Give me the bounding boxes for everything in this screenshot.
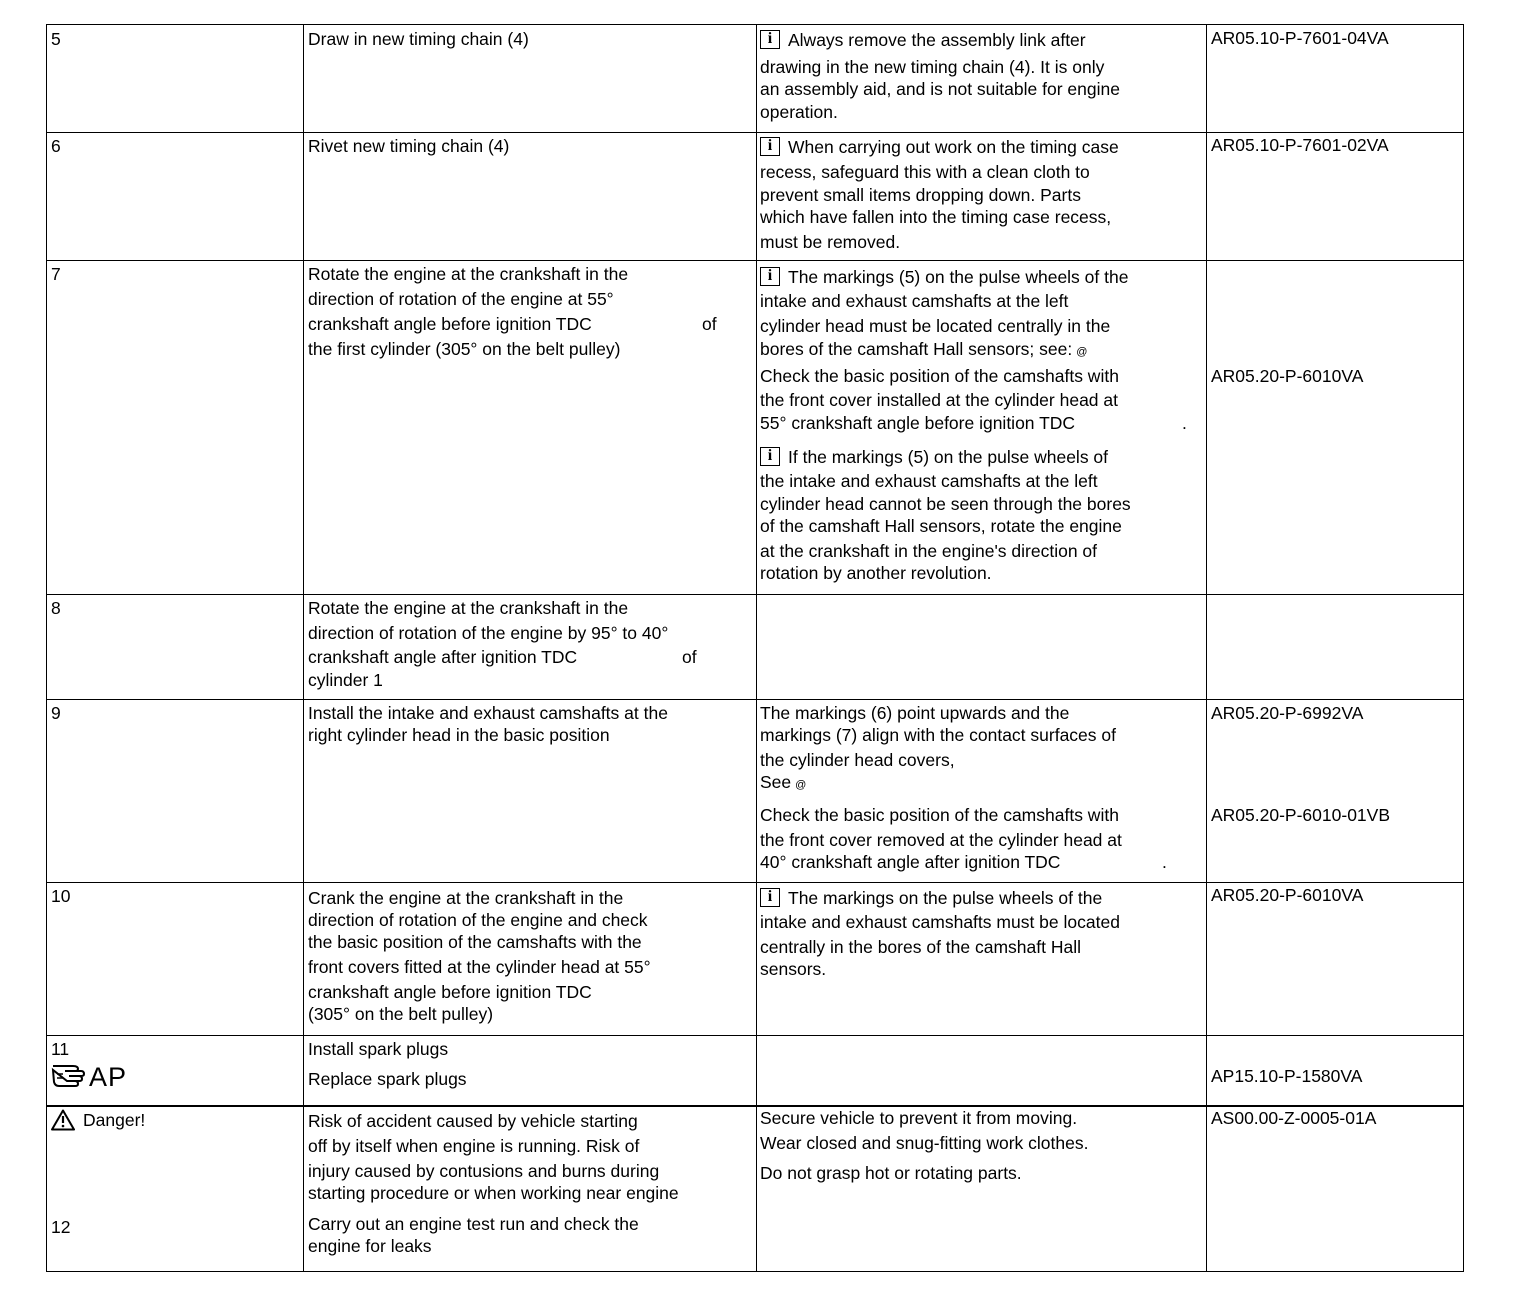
step-note: i The markings on the pulse wheels of the intake and exhaust camshafts must be located centrally in the bores of the camshaft Hall sensors. — [757, 882, 1207, 1035]
table-row-step-5 — [47, 25, 1463, 133]
step-note: i When carrying out work on the timing case recess, safeguard this with a clean cloth to prevent small items dropping down. Parts which have fallen into the timing case recess, must be removed. — [757, 132, 1207, 260]
step-number: 9 — [51, 703, 61, 723]
info-icon: i — [760, 447, 780, 466]
step-action: Crank the engine at the crankshaft in the direction of rotation of the engine and check the basic position of the camshafts with the front covers fitted at the cylinder head at 55° crankshaft angle before ignition TDC (305° on the belt pulley) — [304, 882, 757, 1035]
step-number: 12 — [51, 1217, 71, 1237]
step-action: Rotate the engine at the crankshaft in the direction of rotation of the engine at 55° crankshaft angle before ignition TDC of the first cylinder (305° on the belt pulley) — [304, 260, 757, 594]
step-number: 6 — [51, 136, 61, 156]
link-at-icon[interactable]: @ — [795, 779, 807, 791]
step-note: i Always remove the assembly link after drawing in the new timing chain (4). It is only an assembly aid, and is not suitable for engine operation. — [757, 25, 1207, 132]
step-note: The markings (6) point upwards and the markings (7) align with the contact surfaces of the cylinder head covers, See @ Check the basic position of the camshafts with the front cover removed at the cylinder head at 40° crankshaft angle after ignition TDC . — [757, 699, 1207, 882]
step-action: Draw in new timing chain (4) — [308, 29, 529, 49]
step-note: i The markings (5) on the pulse wheels of the intake and exhaust camshafts at the left cylinder head must be located centrally in the bores of the camshaft Hall sensors; see: @ Check the basic position of the camshafts with the front cover installed at the cylinder head at 55° crankshaft angle before ignition TDC . i If the markings (5) on the pulse wheels of the intake and exhaust camshafts at the left cylinder head cannot be seen through the bores of the camshaft Hall sensors, rotate the engine at the crankshaft in the engine's direction of rotation by another revolution. — [757, 260, 1207, 594]
document-reference[interactable]: AR05.10-P-7601-04VA — [1211, 28, 1389, 48]
table-row-step-11 — [47, 1035, 1463, 1107]
table-row-step-6 — [47, 132, 1463, 261]
document-reference[interactable]: AS00.00-Z-0005-01A — [1211, 1108, 1377, 1128]
info-icon: i — [760, 888, 780, 907]
document-reference[interactable]: AR05.20-P-6010VA — [1211, 366, 1364, 386]
step-action: Install the intake and exhaust camshafts at the right cylinder head in the basic position — [304, 699, 757, 882]
document-reference[interactable]: AP15.10-P-1580VA — [1211, 1066, 1363, 1086]
step-action: Rivet new timing chain (4) — [308, 136, 510, 156]
table-row-step-12 — [47, 1105, 1463, 1272]
table-row-step-10 — [47, 882, 1463, 1036]
table-row-step-8 — [47, 594, 1463, 700]
step-number: 5 — [51, 29, 61, 49]
pointing-hand-icon — [51, 1062, 87, 1088]
step-action: Rotate the engine at the crankshaft in the direction of rotation of the engine by 95° to 40° crankshaft angle after ignition TDC of cylinder 1 — [304, 594, 757, 699]
document-reference[interactable]: AR05.20-P-6010VA — [1211, 885, 1364, 905]
step-number: 10 — [51, 886, 71, 906]
step-note: Secure vehicle to prevent it from moving. Wear closed and snug-fitting work clothes. Do not grasp hot or rotating parts. — [757, 1105, 1207, 1271]
document-reference[interactable]: AR05.20-P-6992VA — [1211, 703, 1364, 723]
procedure-table — [46, 24, 1464, 1272]
warning-triangle-icon — [51, 1109, 75, 1131]
step-action: Risk of accident caused by vehicle starting off by itself when engine is running. Risk of injury caused by contusions and burns during starting procedure or when working near engine Carry out an engine test run and check the engine for leaks — [304, 1105, 757, 1271]
link-at-icon[interactable]: @ — [1076, 346, 1088, 358]
step-action: Install spark plugs Replace spark plugs — [304, 1035, 757, 1105]
table-row-step-7 — [47, 260, 1463, 595]
document-reference[interactable]: AR05.20-P-6010-01VB — [1211, 805, 1390, 825]
ap-label: AP — [51, 1062, 127, 1092]
document-reference[interactable]: AR05.10-P-7601-02VA — [1211, 135, 1389, 155]
step-number: 8 — [51, 598, 61, 618]
step-number: 11 — [51, 1039, 70, 1059]
info-icon: i — [760, 30, 780, 49]
table-row-step-9 — [47, 699, 1463, 883]
step-number: 7 — [51, 264, 61, 284]
info-icon: i — [760, 137, 780, 156]
danger-warning: Danger! — [51, 1109, 145, 1132]
info-icon: i — [760, 267, 780, 286]
